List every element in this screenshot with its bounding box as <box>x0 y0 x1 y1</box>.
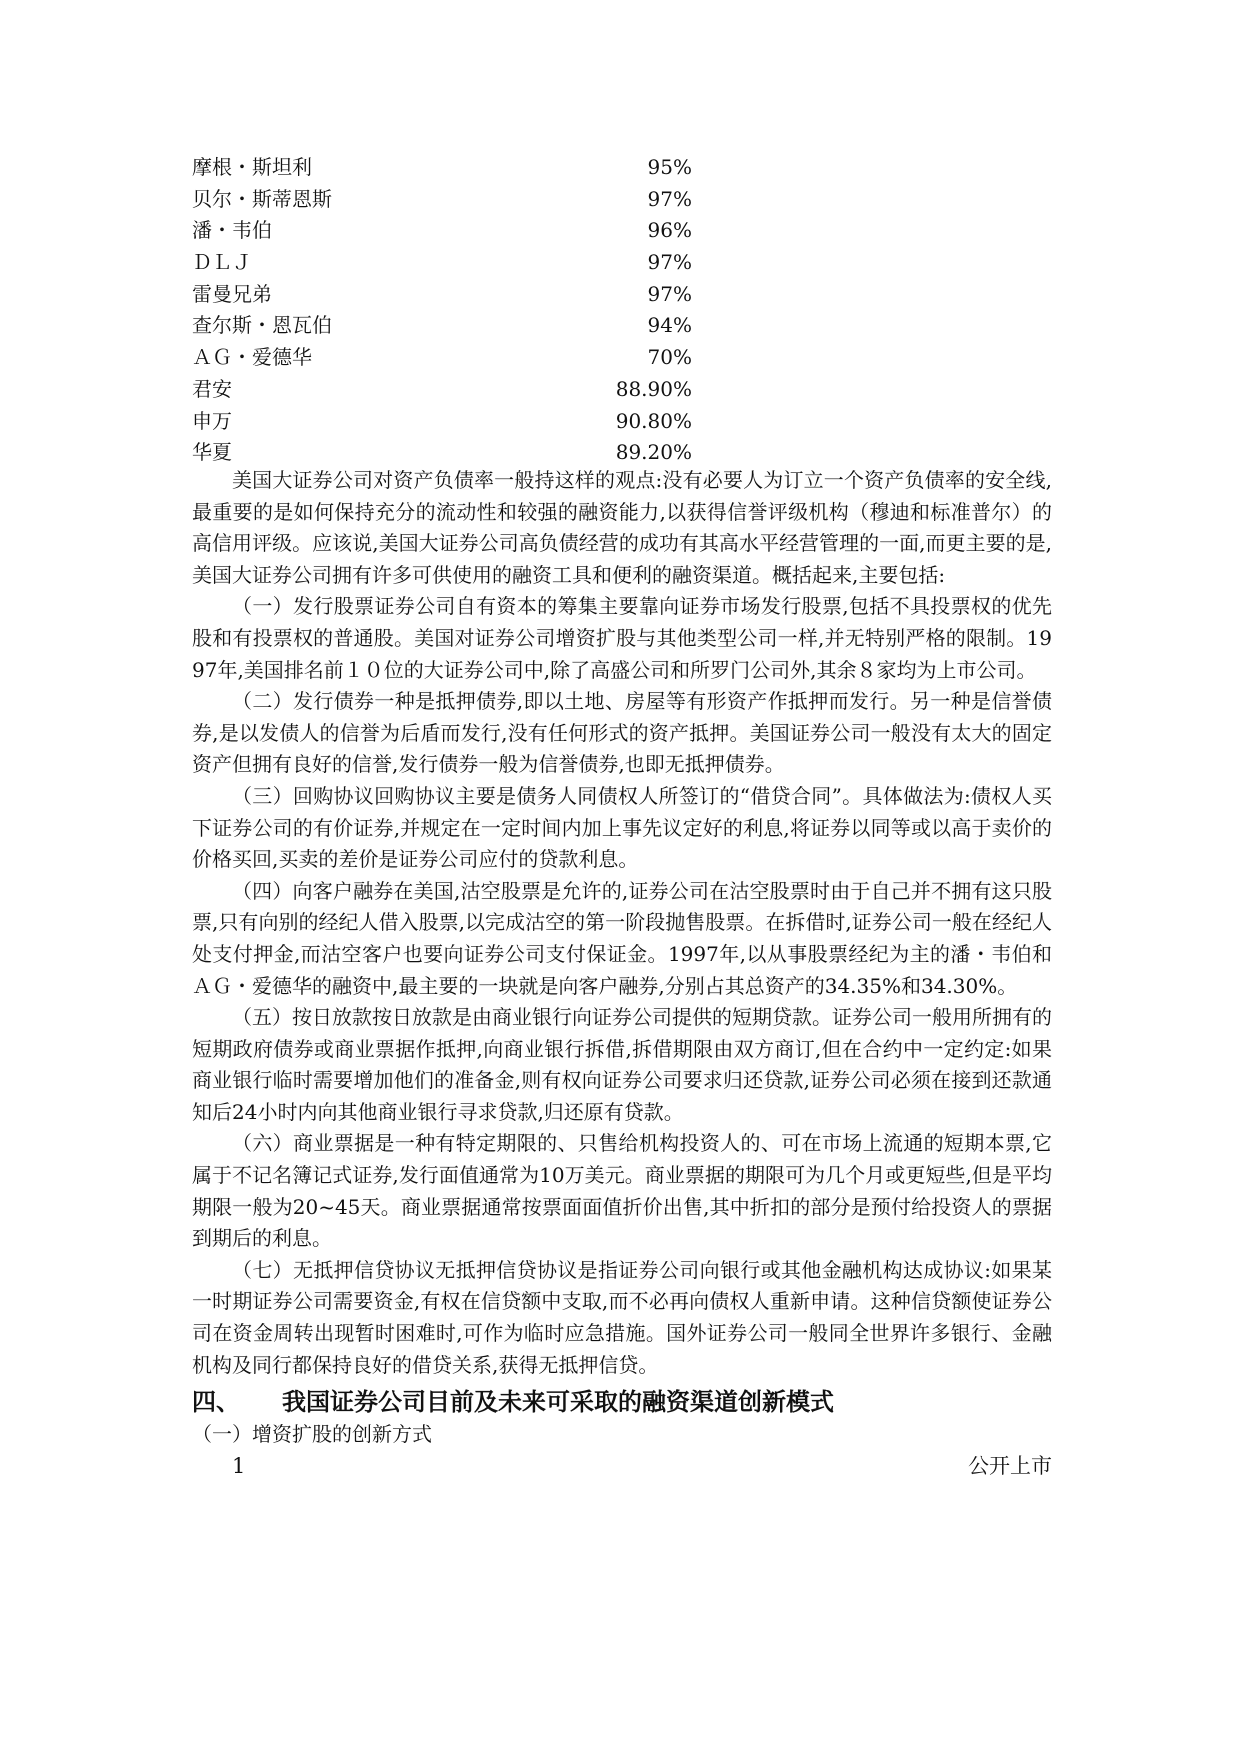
paragraph-call-loans: （五）按日放款按日放款是由商业银行向证券公司提供的短期贷款。证券公司一般用所拥有的短期政府债券或商业票据作抵押,向商业银行拆借,拆借期限由双方商订,但在合约中一定约定:如果商业银行临时需要增加他们的准备金,则有权向证券公司要求归还贷款,证券公司必须在接到还款通知后24小时内向其他商业银行寻求贷款,归还原有贷款。 <box>192 1005 1052 1124</box>
subsection-heading: （一）增资扩股的创新方式 <box>192 1422 432 1447</box>
paragraph-securities-lending: （四）向客户融券在美国,沽空股票是允许的,证券公司在沽空股票时由于自己并不拥有这只股票,只有向别的经纪人借入股票,以完成沽空的第一阶段抛售股票。在拆借时,证券公司一般在经纪人处支付押金,而沽空客户也要向证券公司支付保证金。1997年,以从事股票经纪为主的潘・韦伯和ＡＧ・爱德华的融资中,最主要的一块就是向客户融券,分别占其总资产的34.35%和34.30%。 <box>192 878 1052 998</box>
ratio-value: 90.80% <box>615 408 692 433</box>
paragraph-commercial-paper: （六）商业票据是一种有特定期限的、只售给机构投资人的、可在市场上流通的短期本票,它属于不记名簿记式证券,发行面值通常为10万美元。商业票据的期限可为几个月或更短些,但是平均期限一般为20~45天。商业票据通常按票面面值折价出售,其中折扣的部分是预付给投资人的票据到期后的利息。 <box>192 1131 1052 1251</box>
company-name: 潘・韦伯 <box>192 218 272 243</box>
list-item-label: 公开上市 <box>968 1454 1052 1479</box>
body-text <box>192 465 1052 1483</box>
section-title: 我国证券公司目前及未来可采取的融资渠道创新模式 <box>282 1388 834 1417</box>
paragraph-intro: 美国大证券公司对资产负债率一般持这样的观点:没有必要人为订立一个资产负债率的安全线,最重要的是如何保持充分的流动性和较强的融资能力,以获得信誉评级机构（穆迪和标准普尔）的高信用评级。应该说,美国大证券公司高负债经营的成功有其高水平经营管理的一面,而更主要的是,美国大证券公司拥有许多可供使用的融资工具和便利的融资渠道。概括起来,主要包括: <box>192 468 1052 587</box>
ratio-value: 95% <box>647 155 692 179</box>
ratio-value: 89.20% <box>615 440 692 465</box>
company-name: 查尔斯・恩瓦伯 <box>192 313 332 338</box>
list-item-number: 1 <box>232 1454 246 1479</box>
ratio-value: 88.90% <box>615 376 692 401</box>
ratio-value: 97% <box>647 281 692 306</box>
paragraph-issue-bonds: （二）发行债券一种是抵押债券,即以土地、房屋等有形资产作抵押而发行。另一种是信誉债券,是以发债人的信誉为后盾而发行,没有任何形式的资产抵押。美国证券公司一般没有太大的固定资产但拥有良好的信誉,发行债券一般为信誉债券,也即无抵押债券。 <box>192 689 1052 777</box>
ratio-value: 96% <box>647 218 692 243</box>
ratio-value: 97% <box>647 250 692 275</box>
ratio-value: 94% <box>647 313 692 338</box>
company-name: ＤＬＪ <box>192 250 252 275</box>
list-item <box>192 1449 1052 1483</box>
company-name: 雷曼兄弟 <box>192 281 272 306</box>
company-name: 华夏 <box>192 440 232 465</box>
section-heading <box>192 1385 1052 1419</box>
company-name: 申万 <box>192 408 232 433</box>
paragraph-repurchase: （三）回购协议回购协议主要是债务人同债权人所签订的“借贷合同”。具体做法为:债权人买下证券公司的有价证券,并规定在一定时间内加上事先议定好的利息,将证券以同等或以高于卖价的价格买回,买卖的差价是证券公司应付的贷款利息。 <box>192 783 1052 872</box>
paragraph-issue-stock: （一）发行股票证券公司自有资本的筹集主要靠向证券市场发行股票,包括不具投票权的优先股和有投票权的普通股。美国对证券公司增资扩股与其他类型公司一样,并无特别严格的限制。1997年,美国排名前１０位的大证券公司中,除了高盛公司和所罗门公司外,其余８家均为上市公司。 <box>192 594 1052 682</box>
company-name: 摩根・斯坦利 <box>192 155 312 179</box>
company-name: ＡＧ・爱德华 <box>192 345 312 370</box>
company-name: 贝尔・斯蒂恩斯 <box>192 186 332 211</box>
section-number: 四、 <box>192 1388 240 1417</box>
ratio-value: 70% <box>647 345 692 370</box>
company-name: 君安 <box>192 376 232 401</box>
paragraph-unsecured-credit: （七）无抵押信贷协议无抵押信贷协议是指证券公司向银行或其他金融机构达成协议:如果某一时期证券公司需要资金,有权在信贷额中支取,而不必再向债权人重新申请。这种信贷额使证券公司在资金周转出现暂时困难时,可作为临时应急措施。国外证券公司一般同全世界许多银行、金融机构及同行都保持良好的借贷关系,获得无抵押信贷。 <box>192 1257 1052 1377</box>
ratio-value: 97% <box>647 186 692 211</box>
